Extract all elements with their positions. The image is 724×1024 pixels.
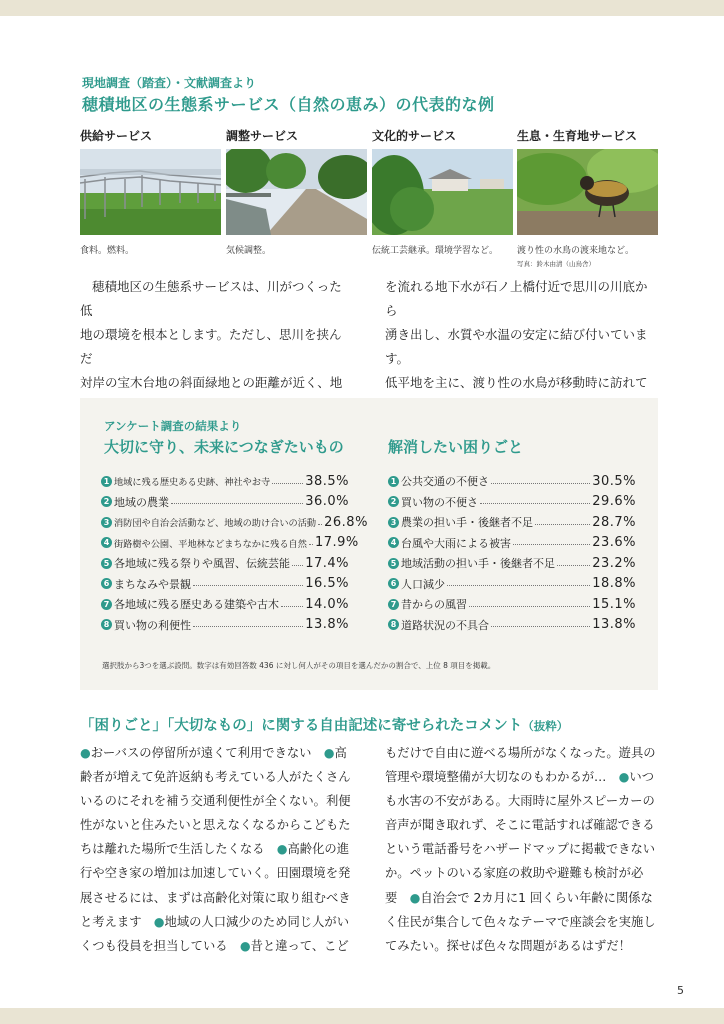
rank-percent: 36.0% (305, 494, 349, 510)
comment-line (385, 886, 658, 910)
comment-text: 管理や環境整備が大切なのもわかるが… (385, 770, 619, 785)
dot-leader (513, 544, 590, 545)
comment-line (80, 741, 353, 765)
service-label: 文化的サービス (372, 129, 457, 143)
rank-row (101, 512, 368, 533)
rank-row (101, 471, 349, 492)
comment-text: 音声が聞き取れず、そこに電話すれば確認できる (385, 818, 655, 833)
rank-percent: 30.5% (592, 473, 636, 489)
rank-percent: 17.4% (305, 555, 349, 571)
bullet-icon: ● (409, 890, 421, 905)
rank-number: 7 (101, 599, 112, 610)
rank-row (101, 574, 349, 595)
rank-percent: 17.9% (314, 535, 359, 551)
rank-label: 公共交通の不便さ (401, 475, 489, 489)
rank-percent: 23.6% (592, 535, 636, 551)
rank-label: 地域に残る歴史ある史跡、神社やお寺 (114, 477, 271, 489)
comment-text: おーバスの停留所が遠くて利用できない (90, 746, 324, 760)
rank-number: 8 (388, 619, 399, 630)
intro-line: 対岸の宝木台地の斜面緑地との距離が近く、地 (80, 375, 343, 390)
comment-line (385, 837, 658, 861)
rank-number: 7 (388, 599, 399, 610)
rank-label: 街路樹や公園、平地林などまちなかに残る自然 (114, 538, 307, 550)
rank-row (388, 553, 636, 574)
dot-leader (292, 565, 303, 566)
dot-leader (480, 503, 590, 504)
comment-text: 自治会で 2カ月に1 回くらい年齢に関係な (420, 890, 653, 905)
troubles-list (388, 471, 636, 635)
dot-leader (193, 585, 303, 586)
comment-text: ちは離れた場所で生活したくなる (80, 842, 277, 857)
survey-subtitle: 現地調査（踏査）・文献調査より (82, 76, 257, 90)
comment-line (385, 861, 658, 885)
troubles-title: 解消したい困りごと (388, 438, 524, 456)
comment-text: いつ (629, 770, 654, 785)
rank-row (101, 594, 349, 615)
rank-number: 3 (388, 517, 399, 528)
rank-percent: 23.2% (592, 555, 636, 571)
rank-percent: 16.5% (305, 576, 349, 592)
comment-text: か。ペットのいる家庭の救助や避難も検討が必 (385, 866, 644, 881)
survey-title: 穂積地区の生態系サービス（自然の恵み）の代表的な例 (82, 95, 495, 114)
dot-leader (281, 606, 303, 607)
dot-leader (491, 483, 590, 484)
intro-line: 低平地を主に、渡り性の水鳥が移動時に訪れて (385, 375, 648, 390)
rank-number: 6 (101, 578, 112, 589)
comment-line (385, 789, 658, 813)
rank-label: 買い物の不便さ (401, 495, 478, 509)
bullet-icon: ● (80, 746, 91, 760)
treasures-title: 大切に守り、未来につなぎたいもの (104, 438, 344, 456)
rank-label: 昔からの風習 (401, 598, 467, 612)
comment-text: 要 (385, 890, 410, 905)
service-label: 調整サービス (226, 129, 299, 143)
dot-leader (171, 503, 303, 504)
bullet-icon: ● (618, 770, 630, 785)
rank-row (388, 492, 636, 513)
intro-line: 地の環境を根本とします。ただし、思川を挟んだ (80, 327, 342, 366)
intro-line: を流れる地下水が石ノ上橋付近で思川の川底から (385, 279, 648, 318)
comment-text: と考えます (80, 914, 154, 929)
rank-number: 5 (101, 558, 112, 569)
rank-percent: 14.0% (305, 596, 349, 612)
rank-percent: 13.8% (592, 617, 636, 633)
rank-percent: 38.5% (305, 473, 349, 489)
comment-line (80, 886, 353, 910)
comment-text: 高齢化の進 (287, 842, 349, 857)
rank-row (101, 492, 349, 513)
dot-leader (557, 565, 590, 566)
comment-line (80, 765, 353, 789)
rank-row (388, 471, 636, 492)
service-cultural (372, 127, 513, 256)
rank-number: 5 (388, 558, 399, 569)
comment-text: 高 (334, 746, 347, 760)
rank-number: 3 (101, 517, 112, 528)
rank-row (388, 512, 636, 533)
rank-number: 4 (101, 537, 112, 548)
rural-houses-photo (372, 149, 513, 235)
rank-number: 8 (101, 619, 112, 630)
comment-text: 性がないと住みたいと思えなくなるからこどもた (80, 818, 351, 833)
rank-label: 台風や大雨による被害 (401, 536, 511, 550)
dot-leader (309, 544, 313, 545)
rank-label: 消防団や自治会活動など、地域の助け合いの活動 (114, 518, 317, 530)
comment-line (80, 934, 353, 958)
service-habitat (517, 127, 658, 268)
rank-row (101, 553, 349, 574)
rank-label: 農業の担い手・後継者不足 (401, 516, 533, 530)
rank-percent: 15.1% (592, 596, 636, 612)
dot-leader (272, 483, 303, 484)
photo-credit: 写真：鈴木由清（山鳥舎） (517, 260, 595, 268)
comment-line (80, 861, 353, 885)
service-caption: 気候調整。 (226, 246, 272, 256)
comment-text: 展させるには、まずは高齢化対策に取り組むべき (80, 890, 351, 905)
comment-text: てみたい。探せば色々な問題があるはずだ！ (385, 938, 631, 953)
dot-leader (193, 626, 303, 627)
comment-text: いるのにそれを補う交通利便性が全くない。利便 (80, 794, 351, 809)
top-band (0, 0, 724, 16)
treasures-list (101, 471, 368, 635)
bullet-icon: ● (239, 938, 251, 953)
comments-title: 「困りごと」「大切なもの」に関する自由記述に寄せられたコメント（抜粋） (80, 718, 569, 734)
comment-line (385, 765, 658, 789)
rank-number: 2 (101, 496, 112, 507)
service-label: 供給サービス (80, 129, 153, 143)
comment-line (80, 789, 353, 813)
intro-line: 穂積地区の生態系サービスは、川がつくった低 (80, 279, 342, 318)
rank-percent: 13.8% (305, 617, 349, 633)
comment-text: くつも役員を担当している (80, 938, 240, 953)
rank-percent: 18.8% (592, 576, 636, 592)
service-provisioning (80, 127, 221, 256)
rank-percent: 29.6% (592, 494, 636, 510)
plover-bird-photo (517, 149, 658, 235)
rank-number: 1 (388, 476, 399, 487)
rank-label: 地域活動の担い手・後継者不足 (401, 557, 555, 571)
questionnaire-subtitle: アンケート調査の結果より (104, 419, 242, 433)
bullet-icon: ● (323, 746, 335, 760)
rank-label: 各地域に残る歴史ある建築や古木 (114, 598, 279, 612)
rank-percent: 28.7% (592, 514, 636, 530)
bullet-icon: ● (276, 842, 288, 857)
comment-line (80, 910, 353, 934)
comment-text: も水害の不安がある。大雨時に屋外スピーカーの (385, 794, 655, 809)
service-caption: 渡り性の水鳥の渡来地など。 (517, 246, 635, 256)
rank-label: 買い物の利便性 (114, 618, 191, 632)
questionnaire-panel (80, 398, 658, 690)
intro-line: 湧き出し、水質や水温の安定に結び付いています。 (385, 327, 648, 366)
rank-label: 各地域に残る祭りや風習、伝統芸能 (114, 557, 290, 571)
bullet-icon: ● (153, 914, 165, 929)
comments-right (385, 741, 658, 958)
tree-path-photo (226, 149, 367, 235)
rank-number: 4 (388, 537, 399, 548)
dot-leader (318, 524, 322, 525)
rank-number: 2 (388, 496, 399, 507)
comment-text: 昔と違って、こど (250, 938, 349, 953)
page-number: 5 (677, 984, 684, 997)
rank-row (388, 594, 636, 615)
rank-row (388, 533, 636, 554)
rank-label: 地域の農業 (114, 495, 169, 509)
rank-row (101, 533, 359, 554)
service-regulating (226, 127, 367, 256)
comment-text: 行や空き家の増加は加速していく。田園環境を発 (80, 866, 351, 881)
comment-line (385, 741, 658, 765)
comment-text: という電話番号をハザードマップに掲載できない (385, 842, 656, 857)
comment-text: 齢者が増えて免許返納も考えている人がたくさん (80, 770, 351, 785)
comment-text: 地域の人口減少のため同じ人がい (164, 914, 349, 929)
service-label: 生息・生育地サービス (517, 129, 638, 143)
comment-text: もだけで自由に遊べる場所がなくなった。遊具の (385, 746, 656, 760)
survey-note: 選択肢から3つを選ぶ設問。数字は有効回答数 436 に対し何人がその項目を選んだかの割合で、上位 8 項目を掲載。 (102, 661, 496, 670)
rank-number: 6 (388, 578, 399, 589)
rank-number: 1 (101, 476, 112, 487)
rank-label: 人口減少 (401, 577, 445, 591)
rank-label: まちなみや景観 (114, 577, 191, 591)
dot-leader (447, 585, 590, 586)
comment-line (385, 910, 658, 934)
rank-percent: 26.8% (324, 514, 368, 530)
comment-line (80, 837, 353, 861)
ecosystem-services (80, 127, 660, 273)
comment-text: く住民が集合して色々なテーマで座談会を実施し (385, 914, 656, 929)
rank-row (388, 615, 636, 636)
comment-line (385, 934, 658, 958)
dot-leader (535, 524, 590, 525)
dot-leader (491, 626, 590, 627)
solar-farm-photo (80, 149, 221, 235)
rank-label: 道路状況の不具合 (401, 618, 489, 632)
bottom-band (0, 1008, 724, 1024)
service-caption: 食料。燃料。 (80, 246, 135, 256)
dot-leader (469, 606, 590, 607)
comments-title-suffix: （抜粋） (522, 719, 569, 733)
comment-line (80, 813, 353, 837)
rank-row (101, 615, 349, 636)
comments-left (80, 741, 353, 958)
comment-line (385, 813, 658, 837)
rank-row (388, 574, 636, 595)
service-caption: 伝統工芸継承。環境学習など。 (372, 246, 499, 256)
